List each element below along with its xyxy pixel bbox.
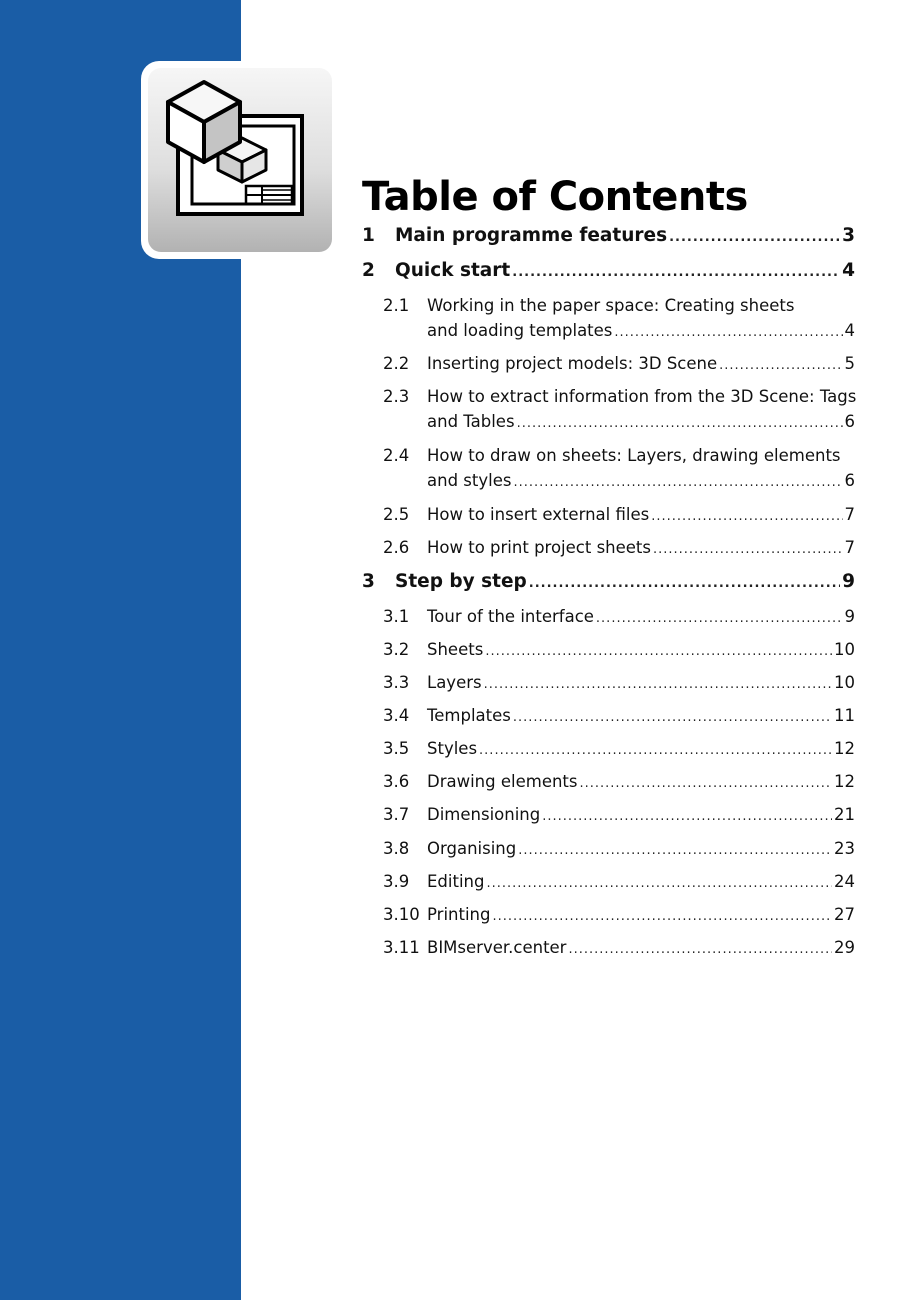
toc-number: 3.2 — [383, 640, 410, 659]
dot-leader — [580, 776, 833, 791]
toc-number: 3.11 — [383, 938, 420, 957]
dot-leader — [669, 230, 840, 245]
toc-number: 2.1 — [383, 296, 410, 315]
toc-number: 3.6 — [383, 772, 410, 791]
toc-entry-2-4[interactable] — [362, 446, 855, 470]
toc-page-number: 7 — [844, 538, 855, 557]
toc-entry-3[interactable] — [362, 571, 855, 595]
toc-page-number: 12 — [834, 772, 855, 791]
dot-leader — [479, 743, 832, 758]
drawing-sheet-with-3d-cubes-icon — [148, 68, 332, 252]
toc-entry-1[interactable] — [362, 225, 855, 249]
dot-leader — [486, 876, 832, 891]
toc-title: Editing — [427, 872, 485, 891]
page-title: Table of Contents — [362, 174, 748, 220]
toc-number: 3.8 — [383, 839, 410, 858]
toc-number: 3 — [362, 571, 375, 592]
toc-title: BIMserver.center — [427, 938, 567, 957]
toc-number: 3.3 — [383, 673, 410, 692]
toc-number: 2.5 — [383, 505, 410, 524]
toc-title-line2: and Tables — [427, 412, 515, 431]
toc-title: How to print project sheets — [427, 538, 651, 557]
toc-entry-3-11[interactable] — [362, 938, 855, 962]
toc-title: Styles — [427, 739, 478, 758]
toc-title: Layers — [427, 673, 482, 692]
dot-leader — [492, 909, 832, 924]
toc-number: 1 — [362, 225, 375, 246]
toc-entry-2-1[interactable] — [362, 296, 855, 320]
toc-page-number: 6 — [844, 471, 855, 490]
toc-title: Dimensioning — [427, 805, 541, 824]
toc-entry-3-10[interactable] — [362, 905, 855, 929]
toc-entry-3-1[interactable] — [362, 607, 855, 631]
dot-leader — [512, 265, 840, 280]
toc-entry-3-5[interactable] — [362, 739, 855, 763]
dot-leader — [513, 710, 832, 725]
toc-number: 3.7 — [383, 805, 410, 824]
toc-entry-2[interactable] — [362, 260, 855, 284]
toc-number: 3.4 — [383, 706, 410, 725]
toc-entry-3-6[interactable] — [362, 772, 855, 796]
toc-title-line1: How to extract information from the 3D Scene: Tags — [427, 387, 857, 406]
toc-page-number: 12 — [834, 739, 855, 758]
toc-title: Drawing elements — [427, 772, 578, 791]
toc-entry-2-2[interactable] — [362, 354, 855, 378]
dot-leader — [485, 644, 832, 659]
toc-page-number: 7 — [844, 505, 855, 524]
toc-number: 3.10 — [383, 905, 420, 924]
dot-leader — [568, 942, 832, 957]
toc-page-number: 9 — [842, 571, 855, 592]
toc-page-number: 24 — [834, 872, 855, 891]
toc-page-number: 11 — [834, 706, 855, 725]
toc-page-number: 27 — [834, 905, 855, 924]
dot-leader — [484, 677, 832, 692]
toc-entry-3-4[interactable] — [362, 706, 855, 730]
toc-title-line2: and styles — [427, 471, 512, 490]
toc-entry-2-1-cont[interactable] — [362, 321, 855, 345]
toc-entry-2-4-cont[interactable] — [362, 471, 855, 495]
toc-title: Templates — [427, 706, 511, 725]
toc-page-number: 10 — [834, 640, 855, 659]
toc-title-line1: How to draw on sheets: Layers, drawing elements — [427, 446, 841, 465]
toc-entry-3-2[interactable] — [362, 640, 855, 664]
toc-title: Step by step — [395, 571, 527, 592]
toc-title: Tour of the interface — [427, 607, 594, 626]
toc-page-number: 29 — [834, 938, 855, 957]
toc-page-number: 6 — [844, 412, 855, 431]
toc-entry-2-3[interactable] — [362, 387, 855, 411]
toc-title: Printing — [427, 905, 491, 924]
toc-number: 3.9 — [383, 872, 410, 891]
toc-entry-3-3[interactable] — [362, 673, 855, 697]
toc-entry-2-6[interactable] — [362, 538, 855, 562]
toc-number: 2.4 — [383, 446, 410, 465]
dot-leader — [529, 576, 840, 591]
toc-entry-2-5[interactable] — [362, 505, 855, 529]
dot-leader — [513, 475, 842, 490]
toc-title: Sheets — [427, 640, 484, 659]
toc-entry-3-9[interactable] — [362, 872, 855, 896]
toc-page-number: 4 — [842, 260, 855, 281]
toc-title-line1: Working in the paper space: Creating sheets — [427, 296, 795, 315]
toc-title: Main programme features — [395, 225, 668, 246]
toc-entry-3-7[interactable] — [362, 805, 855, 829]
toc-number: 2 — [362, 260, 375, 281]
toc-entry-3-8[interactable] — [362, 839, 855, 863]
dot-leader — [651, 509, 842, 524]
toc-page-number: 5 — [844, 354, 855, 373]
toc-page-number: 9 — [844, 607, 855, 626]
dot-leader — [596, 611, 843, 626]
toc-page-number: 4 — [844, 321, 855, 340]
dot-leader — [614, 325, 842, 340]
toc-entry-2-3-cont[interactable] — [362, 412, 855, 436]
toc-number: 3.1 — [383, 607, 410, 626]
toc-number: 2.6 — [383, 538, 410, 557]
dot-leader — [517, 416, 843, 431]
dot-leader — [542, 809, 832, 824]
toc-title-line2: and loading templates — [427, 321, 613, 340]
toc-number: 2.3 — [383, 387, 410, 406]
dot-leader — [719, 358, 842, 373]
toc-page-number: 10 — [834, 673, 855, 692]
dot-leader — [653, 542, 843, 557]
toc-number: 2.2 — [383, 354, 410, 373]
toc-page-number: 21 — [834, 805, 855, 824]
toc-page-number: 3 — [842, 225, 855, 246]
toc-title: Organising — [427, 839, 517, 858]
toc-title: Quick start — [395, 260, 511, 281]
dot-leader — [518, 843, 832, 858]
toc-title: How to insert external files — [427, 505, 650, 524]
toc-page-number: 23 — [834, 839, 855, 858]
toc-title: Inserting project models: 3D Scene — [427, 354, 718, 373]
toc-number: 3.5 — [383, 739, 410, 758]
